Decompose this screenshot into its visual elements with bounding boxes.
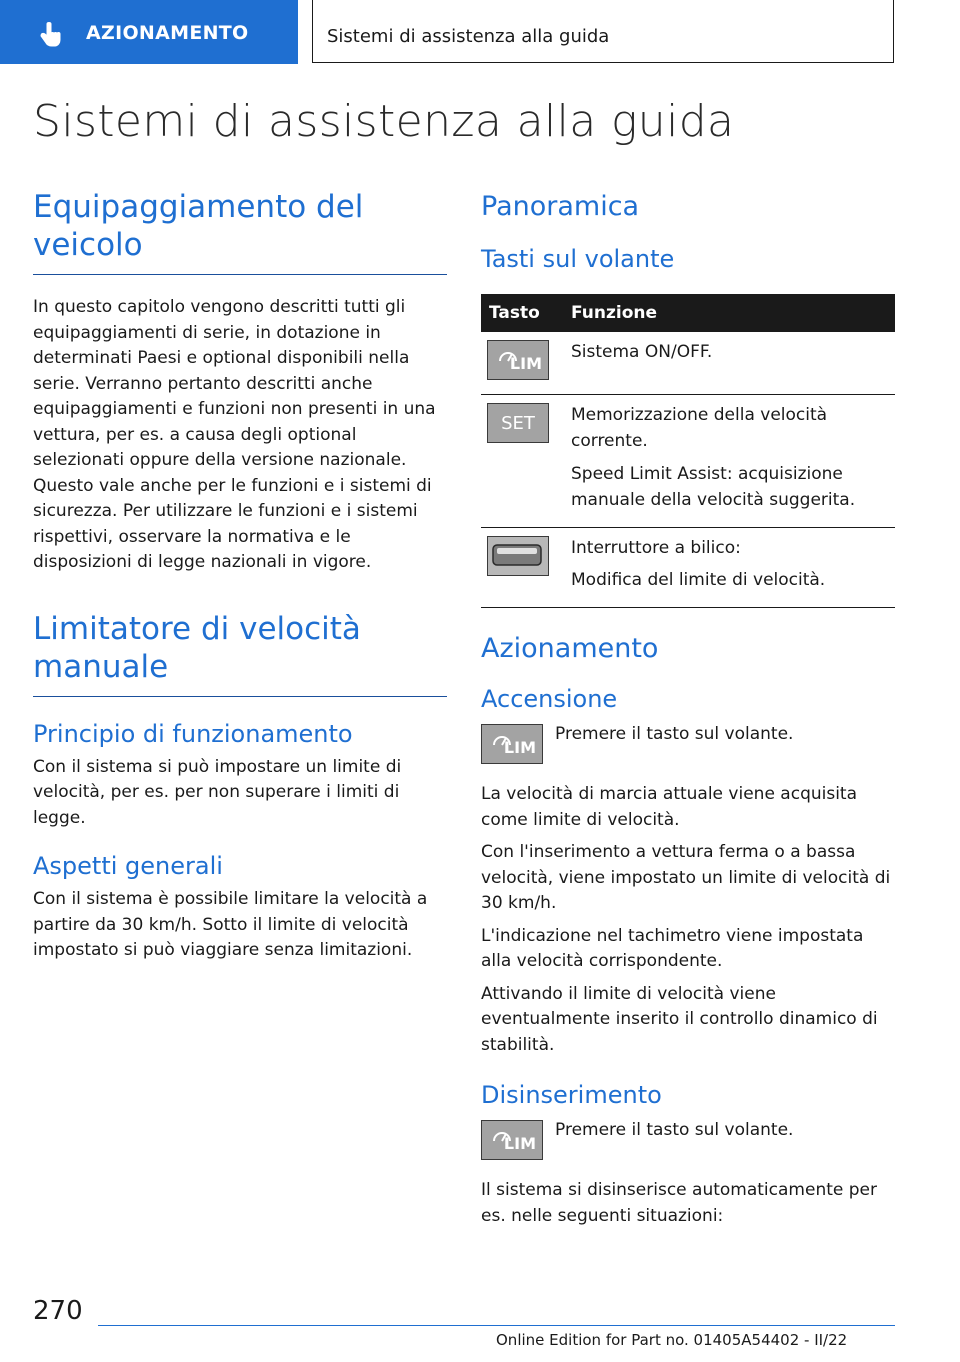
paragraph-accensione-1: La velocità di marcia attuale viene acquisita come limite di velocità. (481, 784, 858, 830)
lim-key-icon (481, 724, 543, 764)
table-row (481, 528, 895, 608)
set-key-label: SET (501, 412, 535, 434)
section-tab (0, 0, 298, 64)
hand-pointer-icon (38, 22, 64, 52)
chapter-header (312, 0, 894, 63)
section-divider (33, 696, 447, 697)
paragraph-accensione-key: Premere il tasto sul volante. (555, 724, 794, 744)
heading-aspetti: Aspetti generali (33, 852, 223, 880)
function-text: Speed Limit Assist: acquisizione manuale della velocità suggerita. (571, 464, 856, 510)
table-row (481, 395, 895, 528)
paragraph-aspetti: Con il sistema è possibile limitare la velocità a partire da 30 km/h. Sotto il limite di velocità impostato si può viaggiare senza limitazioni. (33, 889, 428, 960)
table-header-function: Funzione (563, 294, 895, 332)
heading-accensione: Accensione (481, 685, 618, 713)
footer-divider (98, 1325, 895, 1326)
paragraph-disinserimento-key: Premere il tasto sul volante. (555, 1120, 794, 1140)
heading-disinserimento: Disinserimento (481, 1081, 662, 1109)
section-label: AZIONAMENTO (86, 22, 249, 44)
paragraph-accensione-4: Attivando il limite di velocità viene eventualmente inserito il controllo dinamico di stabilità. (481, 983, 878, 1055)
lim-key-label: LIM (509, 354, 542, 373)
table-header-key: Tasto (481, 294, 563, 332)
heading-tasti: Tasti sul volante (481, 245, 675, 273)
keys-table (481, 294, 895, 608)
paragraph-principio: Con il sistema si può impostare un limite di velocità, per es. per non superare i limiti di legge. (33, 756, 402, 828)
paragraph-accensione-2: Con l'inserimento a vettura ferma o a bassa velocità, viene impostato un limite di velocità di 30 km/h. (481, 842, 891, 913)
table-row (481, 332, 895, 395)
page-title: Sistemi di assistenza alla guida (33, 96, 735, 147)
heading-panoramica: Panoramica (481, 191, 640, 222)
disinserimento-key-row (481, 1118, 895, 1168)
right-column (481, 188, 895, 1229)
paragraph-equipaggiamento: In questo capitolo vengono descritti tutti gli equipaggiamenti di serie, in dotazione in determinati Paesi e optional disponibili nella serie. Verranno pertanto descritti anche equipaggiamenti e funzioni non presenti in una vettura, per es. a causa degli optional selezionati oppure della versione nazionale. Questo vale anche per le funzioni e i sistemi di sicurezza. Per utilizzare le funzioni e i sistemi rispettivi, osservare la normativa e le disposizioni di legge nazionali in vigore. (33, 297, 436, 572)
page-number: 270 (33, 1296, 83, 1326)
paragraph-disinserimento-1: Il sistema si disinserisce automaticamente per es. nelle seguenti situazioni: (481, 1180, 877, 1226)
function-text: Interruttore a bilico: (571, 538, 741, 558)
heading-equipaggiamento: Equipaggiamento del veicolo (33, 189, 364, 263)
heading-azionamento: Azionamento (481, 633, 659, 664)
set-key-icon (487, 403, 549, 443)
lim-key-label: LIM (503, 1134, 536, 1153)
accensione-key-row (481, 722, 895, 772)
edition-text: Online Edition for Part no. 01405A54402 - II/22 (496, 1331, 848, 1349)
heading-principio: Principio di funzionamento (33, 719, 353, 748)
lim-key-icon (481, 1120, 543, 1160)
rocker-switch-icon (487, 536, 549, 576)
paragraph-accensione-3: L'indicazione nel tachimetro viene impostata alla velocità corrispondente. (481, 925, 864, 971)
function-text: Memorizzazione della velocità corrente. (571, 405, 828, 451)
lim-key-icon (487, 340, 549, 380)
function-text: Modifica del limite di velocità. (571, 569, 826, 590)
lim-key-label: LIM (503, 738, 536, 757)
chapter-label: Sistemi di assistenza alla guida (327, 26, 610, 47)
function-text: Sistema ON/OFF. (571, 342, 713, 362)
section-divider (33, 274, 447, 275)
left-column (33, 188, 447, 964)
heading-limitatore: Limitatore di velocità manuale (33, 610, 361, 685)
